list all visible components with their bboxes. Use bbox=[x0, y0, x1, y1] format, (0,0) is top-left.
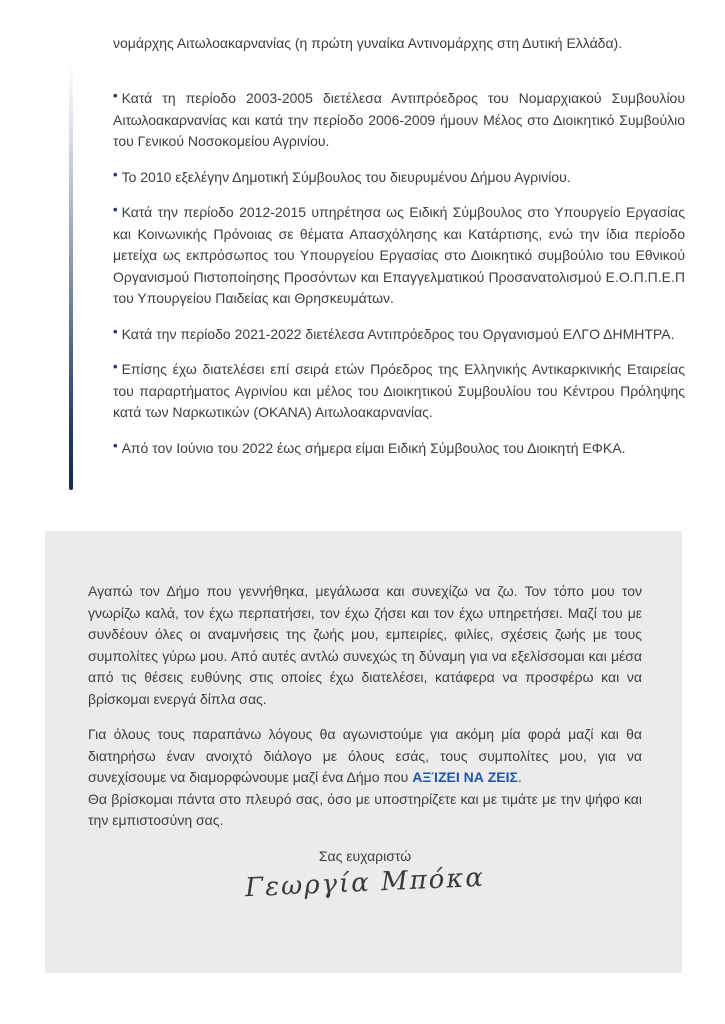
closing-paragraph-2-period: . bbox=[517, 769, 522, 785]
bullet-item-3 bbox=[113, 202, 685, 310]
bullet-icon: • bbox=[113, 166, 118, 182]
bullet-item-1 bbox=[113, 88, 685, 153]
bullet-icon: • bbox=[113, 323, 118, 339]
bullet-icon: • bbox=[113, 88, 118, 103]
career-bullet-list bbox=[113, 88, 685, 473]
bullet-text-4: Κατά την περίοδο 2021-2022 διετέλεσα Αντιπρόεδρος του Οργανισμού ΕΛΓΟ ΔΗΜΗΤΡΑ. bbox=[121, 325, 675, 342]
thanks-line: Σας ευχαριστώ bbox=[318, 847, 412, 864]
bullet-item-4 bbox=[113, 324, 685, 346]
intro-continuation-line: νομάρχης Αιτωλοακαρνανίας (η πρώτη γυναίκα Αντινομάρχης στη Δυτική Ελλάδα). bbox=[113, 35, 623, 51]
accent-gradient-rule bbox=[69, 63, 73, 490]
bullet-item-5 bbox=[113, 359, 685, 424]
closing-panel bbox=[45, 531, 682, 973]
bullet-text-5: Επίσης έχω διατελέσει επί σειρά ετών Πρόεδρος της Ελληνικής Αντικαρκινικής Εταιρείας του παραρτήματος Αγρινίου και μέλος του Διοικητικού Συμβουλίου του Κέντρου Πρόληψης κατά των Ναρκωτικών (ΟΚΑΝΑ) Αιτωλοακαρνανίας. bbox=[113, 361, 685, 420]
closing-paragraph-2 bbox=[88, 724, 642, 789]
bullet-item-2 bbox=[113, 167, 685, 189]
bullet-text-1: Κατά τη περίοδο 2003-2005 διετέλεσα Αντιπρόεδρος του Νομαρχιακού Συμβουλίου Αιτωλοακαρνανίας και κατά την περίοδο 2006-2009 ήμουν Μέλος στο Διοικητικό Συμβούλιο του Γενικού Νοσοκομείου Αγρινίου. bbox=[113, 90, 685, 149]
bullet-item-6 bbox=[113, 438, 685, 460]
closing-paragraph-1: Αγαπώ τον Δήμο που γεννήθηκα, μεγάλωσα και συνεχίζω να ζω. Τον τόπο μου τον γνωρίζω καλά, τον έχω περπατήσει, τον έχω ζήσει και τον έχω υπηρετήσει. Μαζί του με συνδέουν όλες οι αναμνήσεις της ζωής μου, εμπειρίες, φιλίες, σχέσεις ζωής με τους συμπολίτες γύρω μου. Από αυτές αντλώ συνεχώς τη δύναμη για να εξελίσσομαι και μέσα από τις θέσεις ευθύνης στις οποίες έχω διατελέσει, κατάφερα να προσφέρω και να βρίσκομαι ενεργά δίπλα σας. bbox=[88, 583, 642, 707]
closing-paragraph-2-text: Για όλους τους παραπάνω λόγους θα αγωνιστούμε για ακόμη μία φορά μαζί και θα διατηρήσω έναν ανοιχτό διάλογο με όλους εσάς, τους συμπολίτες μου, για να συνεχίσουμε να διαμορφώνουμε μαζί ένα Δήμο που bbox=[88, 726, 642, 785]
bullet-text-2: Το 2010 εξελέγην Δημοτική Σύμβουλος του διευρυμένου Δήμου Αγρινίου. bbox=[121, 168, 571, 185]
slogan-highlight: ΑΞΊΖΕΙ ΝΑ ΖΕΙΣ bbox=[412, 769, 518, 785]
bullet-text-3: Κατά την περίοδο 2012-2015 υπηρέτησα ως Ειδική Σύμβουλος στο Υπουργείο Εργασίας και Κοινωνικής Πρόνοιας σε θέματα Απασχόλησης και Κατάρτισης, ενώ την ίδια περίοδο μετείχα ως εκπρόσωπος του Υπουργείου Εργασίας στο Διοικητικό συμβούλιο του Εθνικού Οργανισμού Πιστοποίησης Προσόντων και Επαγγελματικού Προσανατολισμού Ε.Ο.Π.Π.Ε.Π του Υπουργείου Παιδείας και Θρησκευμάτων. bbox=[113, 204, 685, 306]
bullet-icon: • bbox=[113, 202, 118, 217]
closing-paragraph-3: Θα βρίσκομαι πάντα στο πλευρό σας, όσο με υποστηρίζετε και με τιμάτε με την ψήφο και την εμπιστοσύνη σας. bbox=[88, 790, 642, 828]
signature: Γεωργία Μπόκα bbox=[244, 862, 486, 903]
bullet-icon: • bbox=[113, 359, 118, 374]
bullet-icon: • bbox=[113, 437, 118, 453]
bullet-text-6: Από τον Ιούνιο του 2022 έως σήμερα είμαι Ειδική Σύμβουλος του Διοικητή ΕΦΚΑ. bbox=[121, 439, 626, 456]
